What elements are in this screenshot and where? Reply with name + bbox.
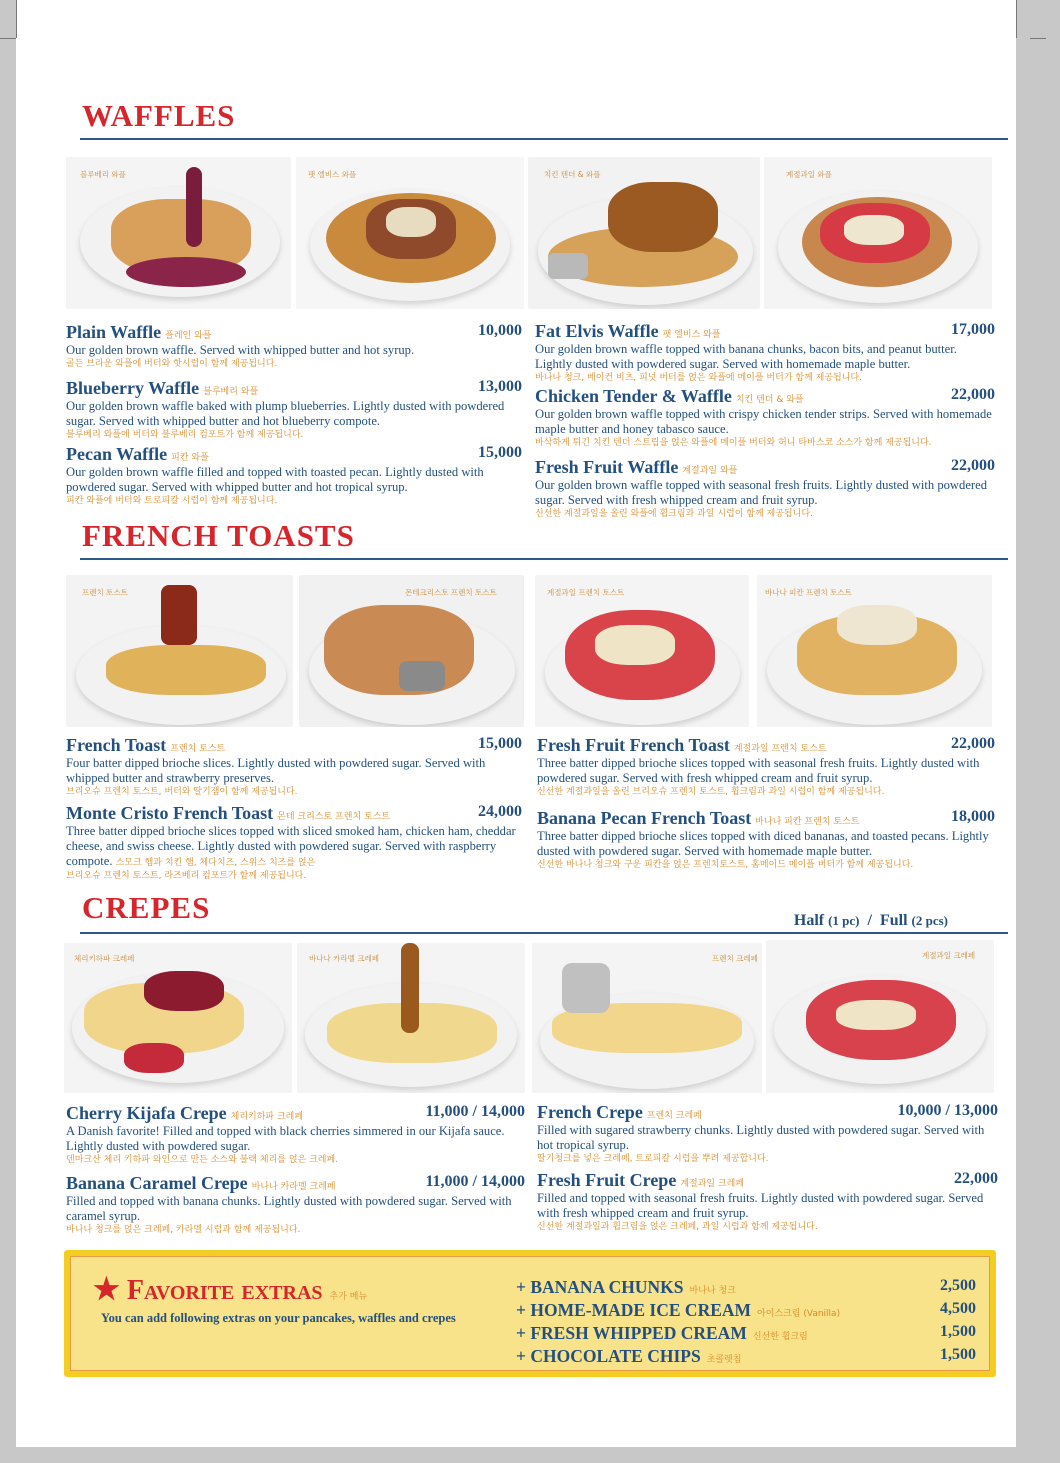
menu-item-chicken-tender-waffle: Chicken Tender & Waffle 치킨 텐더 & 와플 22,000 Our golden brown waffle topped with crispy chicken tender strips. Served with homemade maple butter and honey tabasco sauce. 바삭하게 튀긴 치킨 텐더 스트립을 얹은 와플에 메이플 버터와 허니 타바스코 소스가 함께 제공됩니다.: [535, 386, 995, 448]
photo-caption: 체리키하파 크레페: [74, 954, 135, 963]
menu-item-fresh-fruit-waffle: Fresh Fruit Waffle 계절과일 와플 22,000 Our golden brown waffle topped with seasonal fresh fruits. Lightly dusted with powdered sugar. Served with fresh whipped cream and fruit syrup. 신선한 계절과일을 올린 와플에 휩크림과 과일 시럽이 함께 제공됩니다.: [535, 457, 995, 519]
fresh-fruit-french-toast-photo: [535, 575, 749, 727]
crop-mark: [1030, 38, 1046, 39]
menu-item-french-crepe: French Crepe 프렌치 크레페 10,000 / 13,000 Filled with sugared strawberry chunks. Lightly dusted with powdered sugar. Served with hot tropical syrup. 딸기청크를 넣은 크레페, 트로피칼 시럽을 뿌려 제공합니다.: [537, 1102, 998, 1164]
blueberry-waffle-photo: [66, 157, 291, 309]
photo-caption: 블루베리 와플: [80, 170, 126, 179]
menu-item-blueberry-waffle: Blueberry Waffle 블루베리 와플 13,000 Our golden brown waffle baked with plump blueberries. Lightly dusted with powdered sugar. Served with whipped butter and hot blueberry compote. 블루베리 와플에 버터와 블루베리 컴포트가 함께 제공됩니다.: [66, 378, 522, 440]
photo-caption: 바나나 카라멜 크레페: [309, 954, 379, 963]
fresh-fruit-waffle-photo: [764, 157, 992, 309]
photo-caption: 계절과일 프렌치 토스트: [547, 588, 625, 597]
banana-pecan-photo: [757, 575, 992, 727]
menu-item-french-toast: French Toast 프렌치 토스트 15,000 Four batter dipped brioche slices. Lightly dusted with powdered sugar. Served with whipped butter and strawberry preserves. 브리오슈 프렌치 토스트, 버터와 딸기잼이 함께 제공됩니다.: [66, 735, 522, 797]
menu-item-fresh-fruit-crepe: Fresh Fruit Crepe 계절과일 크레페 22,000 Filled and topped with seasonal fresh fruits. Lightly dusted with powdered sugar. Served with fresh whipped cream and fruit syrup. 신선한 계절과일과 휩크림을 얹은 크레페, 과일 시럽과 함께 제공됩니다.: [537, 1170, 998, 1232]
extra-item: + HOME-MADE ICE CREAM 아이스크림 (Vanilla) 4,500: [516, 1300, 976, 1320]
crepes-rule: [80, 932, 1008, 934]
extra-item: + FRESH WHIPPED CREAM 신선한 휩크림 1,500: [516, 1323, 976, 1343]
menu-item-cherry-kijafa-crepe: Cherry Kijafa Crepe 체리키하파 크레페 11,000 / 14,000 A Danish favorite! Filled and topped with black cherries simmered in our Kijafa sauce. Lightly dusted with powdered sugar. 덴마크산 체리 키하파 와인으로 만든 소스와 블랙 체리를 얹은 크레페.: [66, 1103, 525, 1165]
banana-caramel-crepe-photo: [297, 943, 525, 1093]
menu-item-fat-elvis-waffle: Fat Elvis Waffle 팻 엘비스 와플 17,000 Our golden brown waffle topped with banana chunks, bacon bits, and peanut butter. Lightly dusted with powdered sugar. Served with homemade maple butter. 바나나 청크, 베이컨 비츠, 피넛 버터를 얹은 와플에 메이플 버터가 함께 제공됩니다.: [535, 321, 995, 383]
favorite-extras-box: [64, 1250, 996, 1377]
photo-caption: 프렌치 토스트: [82, 588, 128, 597]
menu-page: [16, 0, 1016, 1447]
extras-title: ★ Favorite extras 추가 메뉴: [93, 1273, 368, 1306]
photo-caption: 치킨 텐더 & 와플: [544, 170, 601, 179]
fresh-fruit-crepe-photo: [766, 940, 994, 1093]
extra-item: + BANANA CHUNKS 바나나 청크 2,500: [516, 1277, 976, 1297]
french-toast-photo: [66, 575, 293, 727]
crop-mark: [0, 38, 16, 39]
waffles-rule: [80, 138, 1008, 140]
star-icon: ★: [93, 1273, 120, 1306]
extras-list: [516, 1277, 976, 1369]
french-toasts-rule: [80, 558, 1008, 560]
extras-subtitle: You can add following extras on your pancakes, waffles and crepes: [101, 1311, 456, 1325]
menu-item-monte-cristo: Monte Cristo French Toast 몬테 크리스토 프렌치 토스트 24,000 Three batter dipped brioche slices topped with sliced smoked ham, chicken ham, cheddar cheese, and swiss cheese. Lightly dusted with powdered sugar. Served with raspberry compote. 스모크 햄과 치킨 햄, 체다치즈, 스위스 치즈를 얹은 브리오슈 프렌치 토스트, 라즈베리 컴포트가 함께 제공됩니다.: [66, 803, 522, 881]
crepes-title: CREPES: [82, 890, 211, 925]
french-toasts-title: FRENCH TOASTS: [82, 518, 355, 553]
photo-caption: 계절과일 크레페: [922, 951, 976, 960]
menu-item-banana-caramel-crepe: Banana Caramel Crepe 바나나 카라멜 크레페 11,000 / 14,000 Filled and topped with banana chunks. Lightly dusted with powdered sugar. Served with caramel syrup. 바나나 청크를 얹은 크레페, 카라멜 시럽과 함께 제공됩니다.: [66, 1173, 525, 1235]
menu-item-fresh-fruit-french-toast: Fresh Fruit French Toast 계절과일 프렌치 토스트 22,000 Three batter dipped brioche slices topped with seasonal fresh fruits. Lightly dusted with powdered sugar. Served with fresh whipped cream and fruit syrup. 신선한 계절과일을 올린 브리오슈 프렌치 토스트, 휩크림과 과일 시럽이 함께 제공됩니다.: [537, 735, 995, 797]
menu-item-pecan-waffle: Pecan Waffle 피칸 와플 15,000 Our golden brown waffle filled and topped with toasted pecan. Lightly dusted with powdered sugar. Served with whipped butter and hot tropical syrup. 피칸 와플에 버터와 트로피칼 시럽이 함께 제공됩니다.: [66, 444, 522, 506]
photo-caption: 팻 엘비스 와플: [308, 170, 357, 179]
chicken-waffle-photo: [528, 157, 760, 309]
french-crepe-photo: [532, 943, 762, 1093]
crop-mark: [16, 0, 17, 38]
waffles-title: WAFFLES: [82, 98, 236, 133]
menu-item-banana-pecan-french-toast: Banana Pecan French Toast 바나나 피칸 프렌치 토스트 18,000 Three batter dipped brioche slices topped with diced bananas, and toasted pecans. Lightly dusted with powdered sugar. Served with homemade maple butter. 신선한 바나나 청크와 구운 피칸을 얹은 프렌치토스트, 홈메이드 메이플 버터가 함께 제공됩니다.: [537, 808, 995, 870]
extra-item: + CHOCOLATE CHIPS 초콜렛칩 1,500: [516, 1346, 976, 1366]
monte-cristo-photo: [299, 575, 524, 727]
fat-elvis-waffle-photo: [296, 157, 524, 309]
menu-item-plain-waffle: Plain Waffle 플레인 와플 10,000 Our golden brown waffle. Served with whipped butter and hot syrup. 골든 브라운 와플에 버터와 핫시럽이 함께 제공됩니다.: [66, 322, 522, 369]
portion-size-legend: Half (1 pc) / Full (2 pcs): [793, 912, 948, 929]
cherry-kijafa-crepe-photo: [64, 943, 292, 1093]
photo-caption: 바나나 피칸 프렌치 토스트: [765, 588, 852, 597]
photo-caption: 프렌치 크레페: [712, 954, 758, 963]
photo-caption: 계절과일 와플: [786, 170, 832, 179]
crop-mark: [1016, 0, 1017, 38]
photo-caption: 몬테크리스토 프렌치 토스트: [405, 588, 497, 597]
